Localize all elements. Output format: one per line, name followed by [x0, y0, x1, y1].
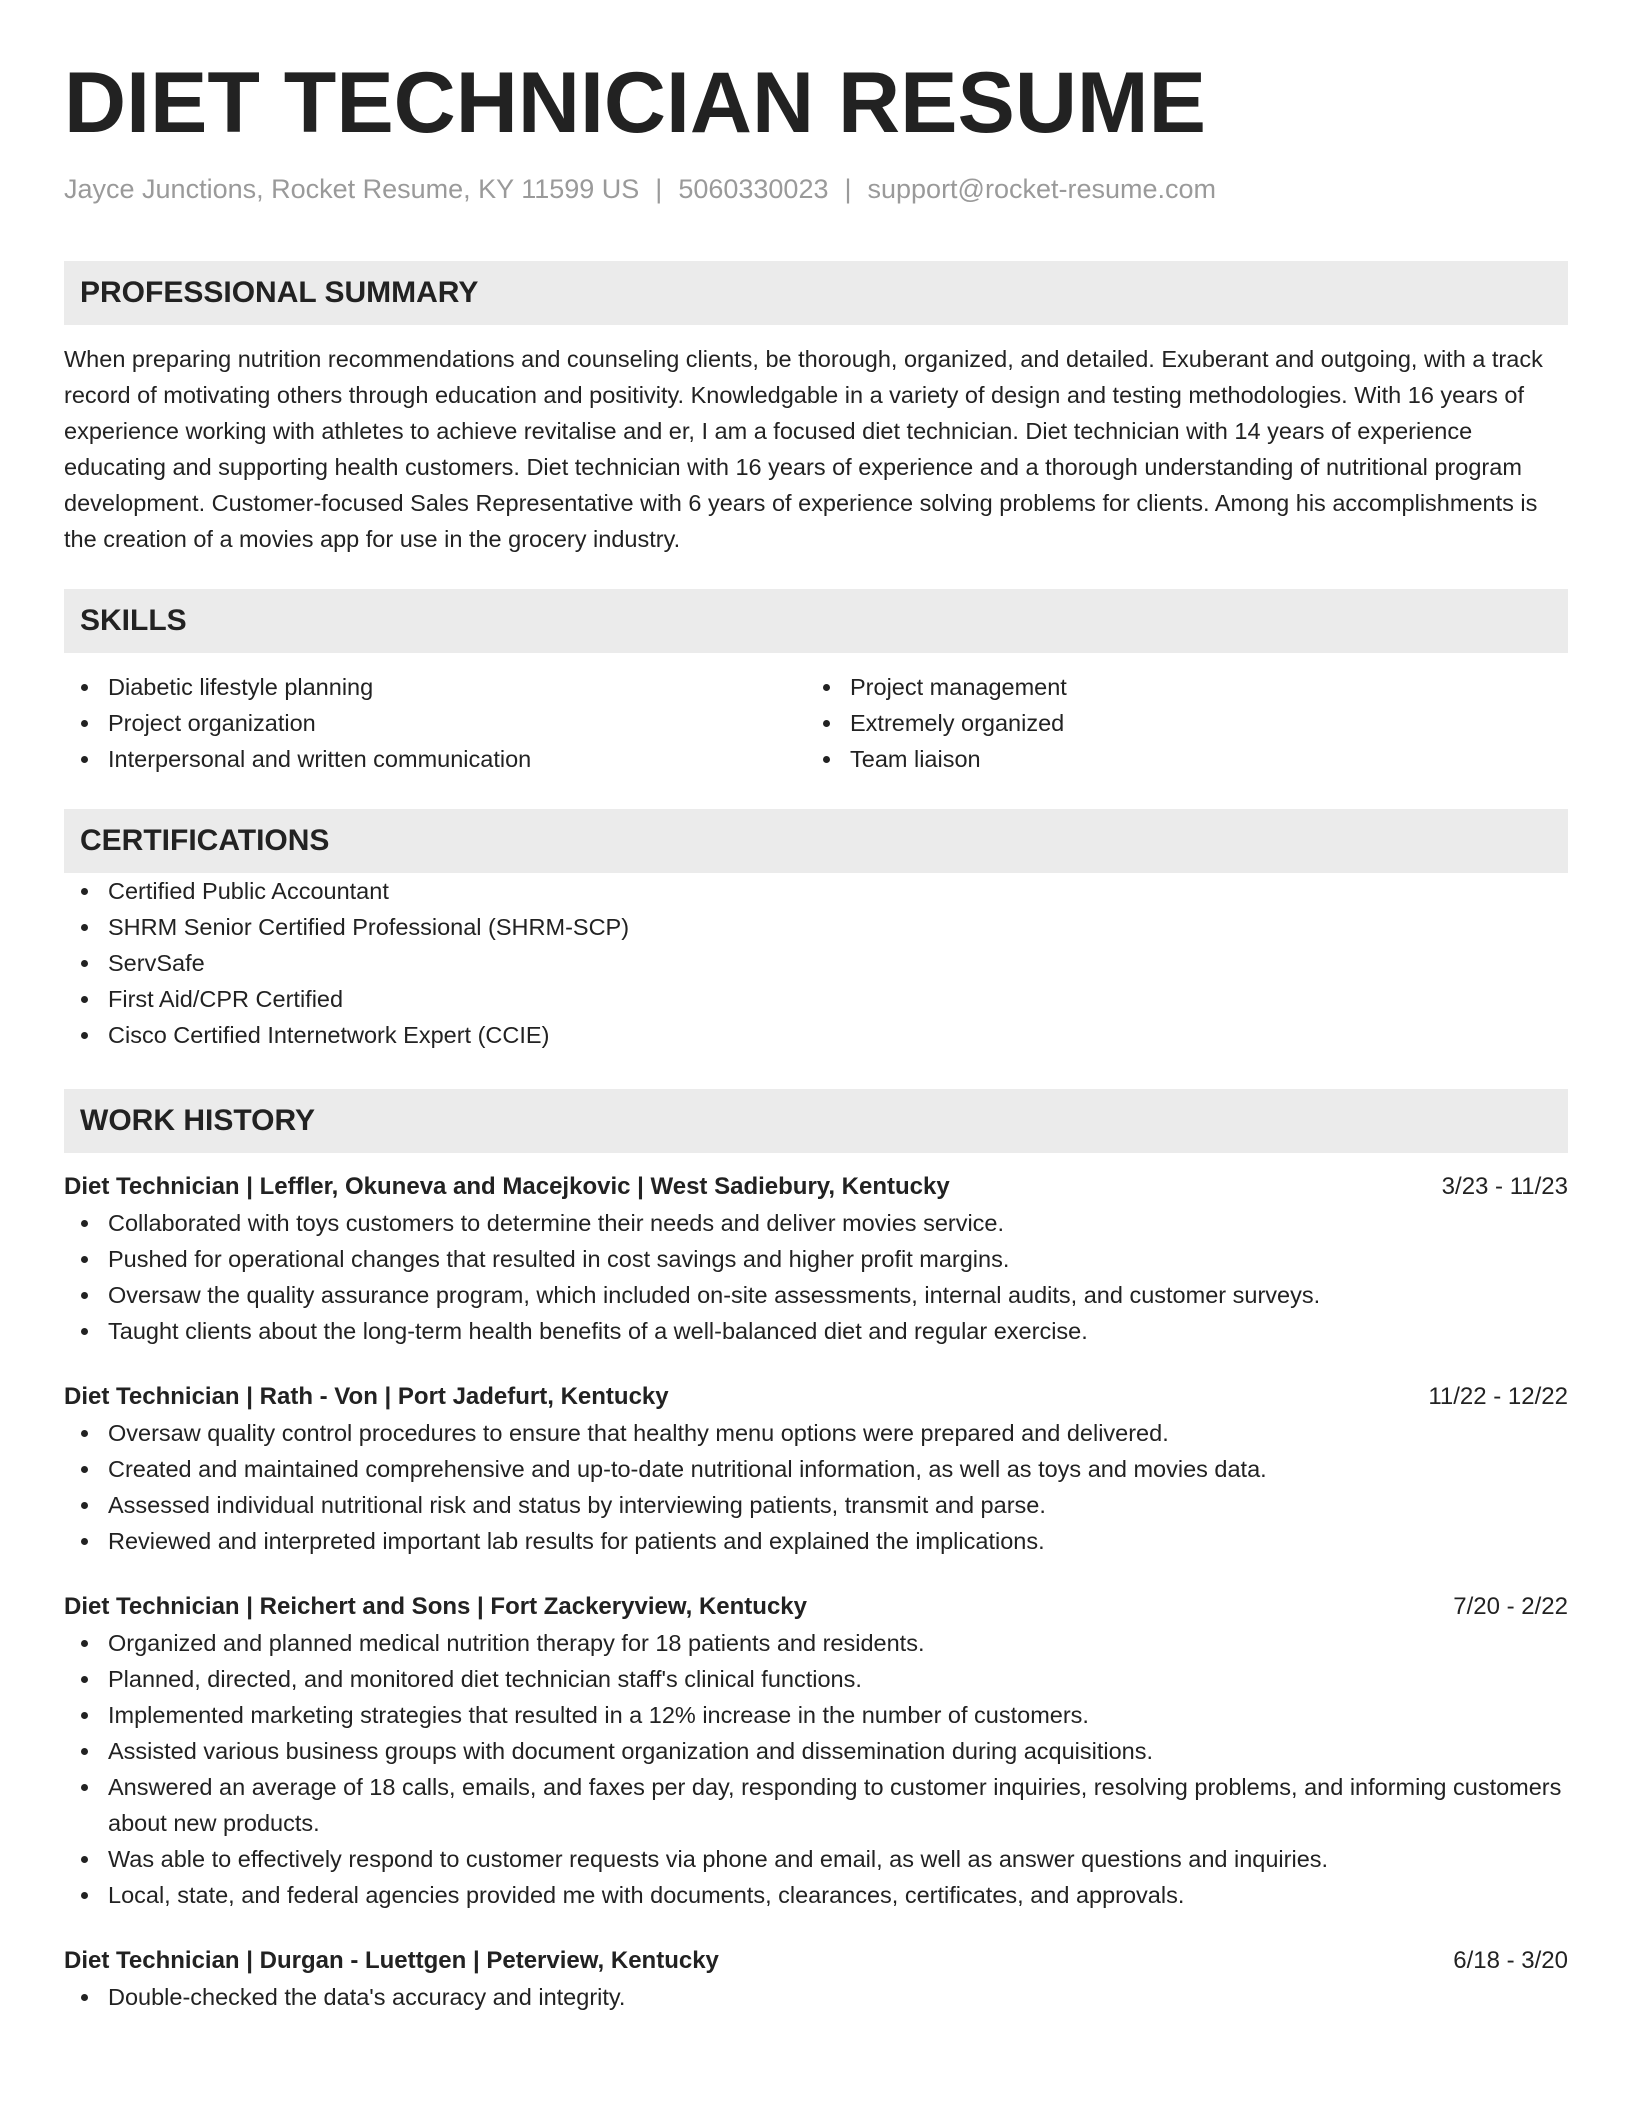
skill-item: Interpersonal and written communication — [64, 741, 806, 777]
contact-address: Jayce Junctions, Rocket Resume, KY 11599 US — [64, 174, 640, 204]
section-heading-skills: SKILLS — [64, 589, 1568, 653]
section-heading-summary: PROFESSIONAL SUMMARY — [64, 261, 1568, 325]
job-entry — [64, 1169, 1568, 1349]
job-bullet: Oversaw the quality assurance program, which included on-site assessments, internal audits, and customer surveys. — [64, 1277, 1568, 1313]
job-bullet: Answered an average of 18 calls, emails, and faxes per day, responding to customer inquiries, resolving problems, and informing customers about new products. — [64, 1769, 1568, 1841]
skills-section — [64, 589, 1568, 777]
summary-text: When preparing nutrition recommendations and counseling clients, be thorough, organized, and detailed. Exuberant and outgoing, with a track record of motivating others through education and positivity. Knowledgable in a variety of design and testing methodologies. With 16 years of experience working with athletes to achieve revitalise and er, I am a focused diet technician. Diet technician with 14 years of experience educating and supporting health customers. Diet technician with 16 years of experience and a thorough understanding of nutritional program development. Customer-focused Sales Representative with 6 years of experience solving problems for clients. Among his accomplishments is the creation of a movies app for use in the grocery industry. — [64, 346, 1543, 552]
skill-item: Diabetic lifestyle planning — [64, 669, 806, 705]
skill-item: Extremely organized — [806, 705, 1548, 741]
job-entry — [64, 1589, 1568, 1913]
job-header — [64, 1379, 1568, 1415]
professional-summary-section — [64, 261, 1568, 557]
job-entry — [64, 1943, 1568, 2015]
job-bullet: Reviewed and interpreted important lab results for patients and explained the implications. — [64, 1523, 1568, 1559]
job-bullet: Collaborated with toys customers to determine their needs and deliver movies service. — [64, 1205, 1568, 1241]
job-title: Diet Technician | Durgan - Luettgen | Peterview, Kentucky — [64, 1947, 719, 1974]
job-dates: 3/23 - 11/23 — [1441, 1173, 1568, 1200]
section-heading-certifications: CERTIFICATIONS — [64, 809, 1568, 873]
job-bullet: Taught clients about the long-term health benefits of a well-balanced diet and regular exercise. — [64, 1313, 1568, 1349]
job-title: Diet Technician | Leffler, Okuneva and Macejkovic | West Sadiebury, Kentucky — [64, 1173, 950, 1200]
job-bullet: Implemented marketing strategies that resulted in a 12% increase in the number of customers. — [64, 1697, 1568, 1733]
job-title: Diet Technician | Rath - Von | Port Jadefurt, Kentucky — [64, 1383, 669, 1410]
skills-list-right — [806, 669, 1548, 777]
skill-item: Project organization — [64, 705, 806, 741]
certifications-list — [64, 873, 1568, 1053]
job-bullet: Oversaw quality control procedures to ensure that healthy menu options were prepared and delivered. — [64, 1415, 1568, 1451]
skills-columns — [64, 669, 1568, 777]
job-bullet: Planned, directed, and monitored diet technician staff's clinical functions. — [64, 1661, 1568, 1697]
job-header — [64, 1589, 1568, 1625]
contact-line — [64, 172, 1568, 206]
work-history-section — [64, 1089, 1568, 2015]
resume-page — [64, 0, 1568, 2015]
job-bullets — [64, 1979, 1568, 2015]
job-dates: 7/20 - 2/22 — [1453, 1593, 1568, 1620]
job-bullets — [64, 1625, 1568, 1913]
certifications-section — [64, 809, 1568, 1053]
job-entry — [64, 1379, 1568, 1559]
job-bullets — [64, 1205, 1568, 1349]
job-header — [64, 1169, 1568, 1205]
job-bullet: Assisted various business groups with document organization and dissemination during acquisitions. — [64, 1733, 1568, 1769]
skill-item: Project management — [806, 669, 1548, 705]
job-bullets — [64, 1415, 1568, 1559]
certification-item: First Aid/CPR Certified — [64, 981, 1568, 1017]
job-bullet: Pushed for operational changes that resulted in cost savings and higher profit margins. — [64, 1241, 1568, 1277]
resume-title: DIET TECHNICIAN RESUME — [64, 55, 1206, 151]
contact-email: support@rocket-resume.com — [867, 174, 1217, 204]
section-heading-work-history: WORK HISTORY — [64, 1089, 1568, 1153]
certification-item: SHRM Senior Certified Professional (SHRM-SCP) — [64, 909, 1568, 945]
job-bullet: Organized and planned medical nutrition therapy for 18 patients and residents. — [64, 1625, 1568, 1661]
job-bullet: Local, state, and federal agencies provided me with documents, clearances, certificates, and approvals. — [64, 1877, 1568, 1913]
certification-item: Cisco Certified Internetwork Expert (CCIE) — [64, 1017, 1568, 1053]
job-bullet: Double-checked the data's accuracy and integrity. — [64, 1979, 1568, 2015]
job-bullet: Assessed individual nutritional risk and status by interviewing patients, transmit and parse. — [64, 1487, 1568, 1523]
contact-phone: 5060330023 — [678, 174, 829, 204]
job-dates: 6/18 - 3/20 — [1453, 1947, 1568, 1974]
job-title: Diet Technician | Reichert and Sons | Fort Zackeryview, Kentucky — [64, 1593, 807, 1620]
skills-list-left — [64, 669, 806, 777]
contact-separator: | — [655, 174, 663, 204]
certification-item: Certified Public Accountant — [64, 873, 1568, 909]
job-bullet: Was able to effectively respond to customer requests via phone and email, as well as answer questions and inquiries. — [64, 1841, 1568, 1877]
certification-item: ServSafe — [64, 945, 1568, 981]
job-bullet: Created and maintained comprehensive and up-to-date nutritional information, as well as toys and movies data. — [64, 1451, 1568, 1487]
job-dates: 11/22 - 12/22 — [1428, 1383, 1568, 1410]
job-header — [64, 1943, 1568, 1979]
contact-separator: | — [844, 174, 852, 204]
skill-item: Team liaison — [806, 741, 1548, 777]
